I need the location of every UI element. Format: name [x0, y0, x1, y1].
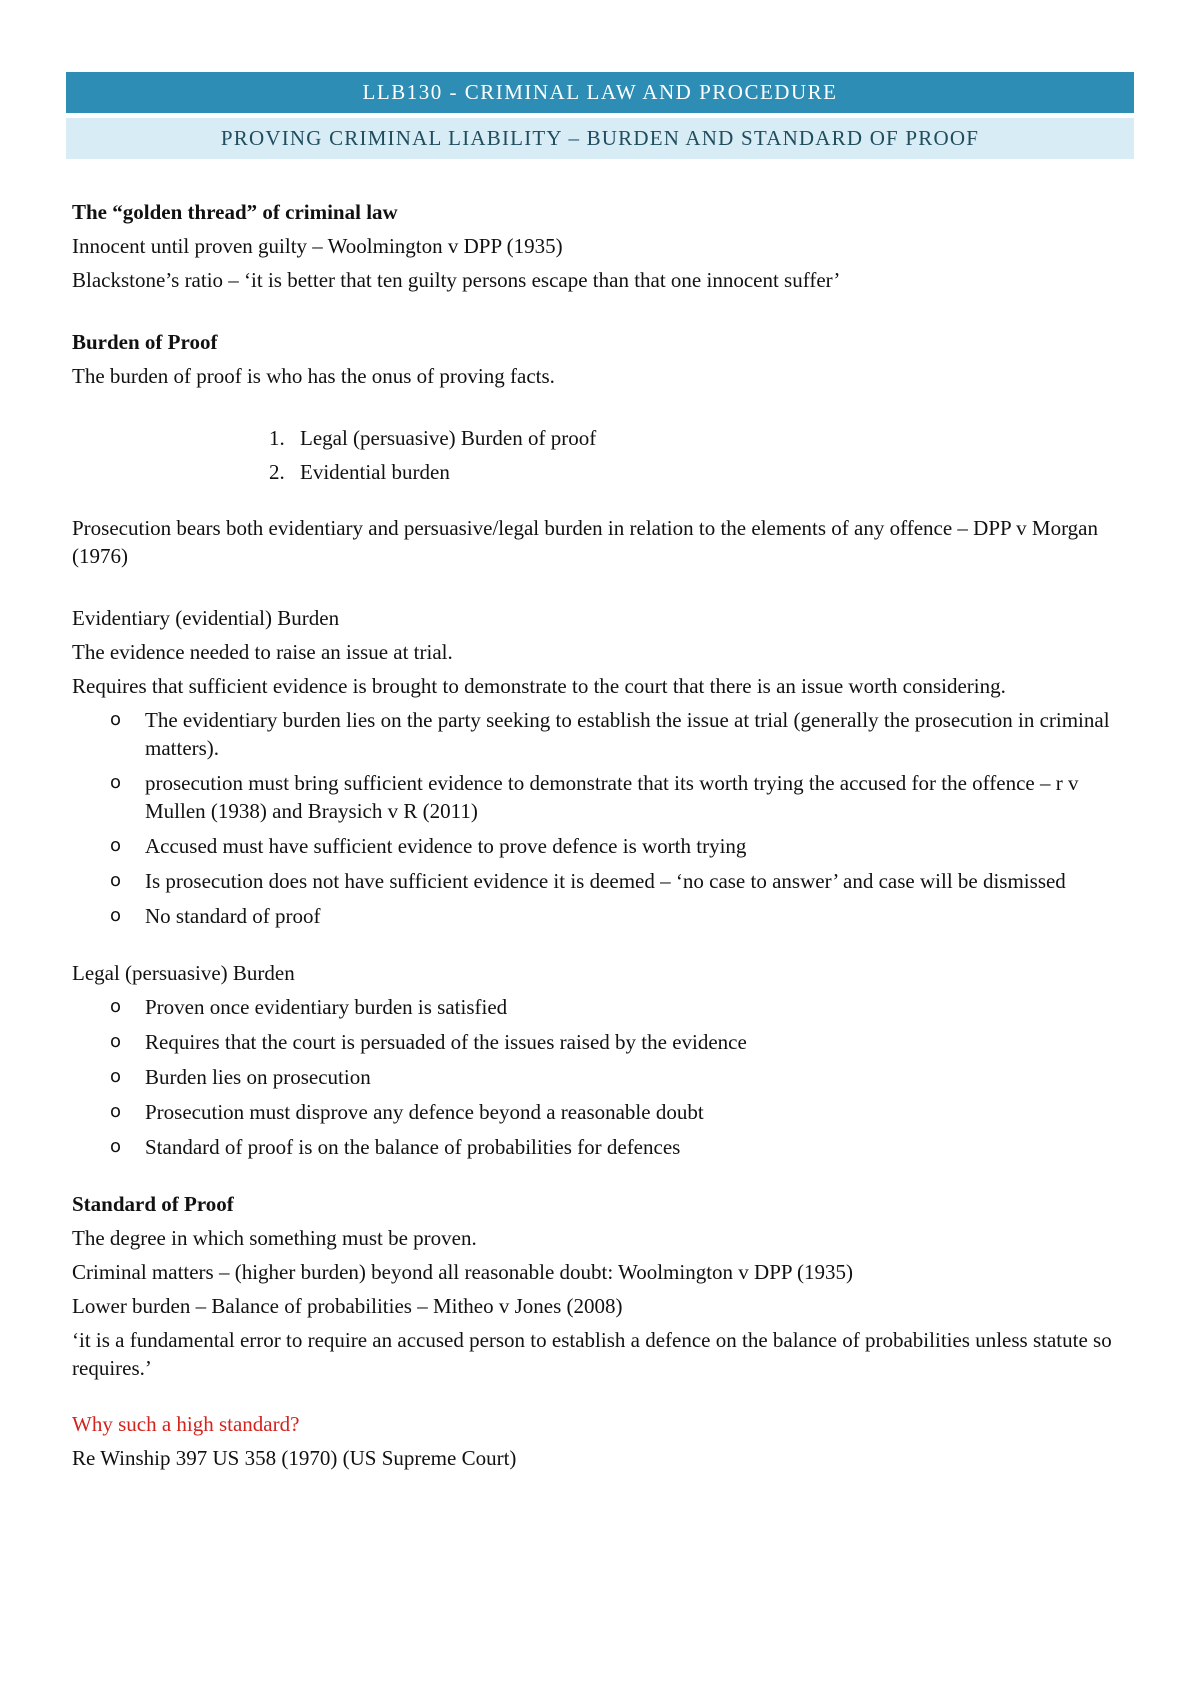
list-item-text: Accused must have sufficient evidence to prove defence is worth trying	[145, 834, 747, 858]
list-item: 1. Legal (persuasive) Burden of proof	[290, 424, 1132, 452]
circle-bullet-icon: o	[110, 996, 122, 1017]
list-item	[72, 769, 1132, 825]
circle-bullet-icon: o	[110, 772, 122, 793]
list-item	[72, 1133, 1132, 1161]
evidentiary-line: Requires that sufficient evidence is brought to demonstrate to the court that there is an issue worth considering.	[72, 674, 1006, 698]
golden-thread-heading: The “golden thread” of criminal law	[72, 200, 398, 224]
why-heading: Why such a high standard?	[72, 1412, 300, 1436]
legal-bullets	[72, 993, 1132, 1161]
standard-heading: Standard of Proof	[72, 1192, 234, 1216]
list-item-text: No standard of proof	[145, 904, 321, 928]
list-item	[72, 832, 1132, 860]
standard-quote: ‘it is a fundamental error to require an accused person to establish a defence on the balance of probabilities unless statute so requires.’	[72, 1328, 1112, 1380]
evidentiary-heading: Evidentiary (evidential) Burden	[72, 606, 340, 630]
evidentiary-bullets	[72, 706, 1132, 930]
circle-bullet-icon: o	[110, 1136, 122, 1157]
golden-thread-line: Innocent until proven guilty – Woolmington v DPP (1935)	[72, 234, 563, 258]
circle-bullet-icon: o	[110, 1066, 122, 1087]
standard-line: Criminal matters – (higher burden) beyond all reasonable doubt: Woolmington v DPP (1935)	[72, 1260, 854, 1284]
standard-line: Lower burden – Balance of probabilities – Mitheo v Jones (2008)	[72, 1294, 623, 1318]
list-item-text: Prosecution must disprove any defence beyond a reasonable doubt	[145, 1100, 704, 1124]
list-item-text: Requires that the court is persuaded of the issues raised by the evidence	[145, 1030, 747, 1054]
circle-bullet-icon: o	[110, 709, 122, 730]
golden-thread-line: Blackstone’s ratio – ‘it is better that ten guilty persons escape than that one innocent suffer’	[72, 268, 841, 292]
topic-title-banner: PROVING CRIMINAL LIABILITY – BURDEN AND STANDARD OF PROOF	[66, 118, 1134, 159]
list-item	[72, 1063, 1132, 1091]
list-item-text: Proven once evidentiary burden is satisfied	[145, 995, 508, 1019]
list-item	[72, 1098, 1132, 1126]
list-item-text: prosecution must bring sufficient evidence to demonstrate that its worth trying the accused for the offence – r v Mullen (1938) and Braysich v R (2011)	[145, 771, 1079, 823]
list-item	[72, 867, 1132, 895]
evidentiary-line: The evidence needed to raise an issue at trial.	[72, 640, 453, 664]
circle-bullet-icon: o	[110, 905, 122, 926]
prosecution-note: Prosecution bears both evidentiary and persuasive/legal burden in relation to the elements of any offence – DPP v Morgan (1976)	[72, 516, 1099, 568]
list-item-text: The evidentiary burden lies on the party seeking to establish the issue at trial (generally the prosecution in criminal matters).	[145, 708, 1110, 760]
legal-heading: Legal (persuasive) Burden	[72, 961, 295, 985]
list-item-text: Standard of proof is on the balance of probabilities for defences	[145, 1135, 681, 1159]
circle-bullet-icon: o	[110, 835, 122, 856]
circle-bullet-icon: o	[110, 1031, 122, 1052]
course-title-banner: LLB130 - CRIMINAL LAW AND PROCEDURE	[66, 72, 1134, 113]
list-item	[72, 706, 1132, 762]
list-item	[72, 902, 1132, 930]
circle-bullet-icon: o	[110, 1101, 122, 1122]
list-item: 2. Evidential burden	[290, 458, 1132, 486]
why-line: Re Winship 397 US 358 (1970) (US Supreme Court)	[72, 1446, 517, 1470]
standard-line: The degree in which something must be proven.	[72, 1226, 477, 1250]
circle-bullet-icon: o	[110, 870, 122, 891]
burden-heading: Burden of Proof	[72, 330, 218, 354]
list-item-text: Burden lies on prosecution	[145, 1065, 371, 1089]
list-item	[72, 1028, 1132, 1056]
burden-definition: The burden of proof is who has the onus of proving facts.	[72, 364, 555, 388]
list-item	[72, 993, 1132, 1021]
document-body	[72, 198, 1132, 1478]
burden-types-list	[72, 424, 1132, 486]
list-item-text: Is prosecution does not have sufficient evidence it is deemed – ‘no case to answer’ and case will be dismissed	[145, 869, 1066, 893]
